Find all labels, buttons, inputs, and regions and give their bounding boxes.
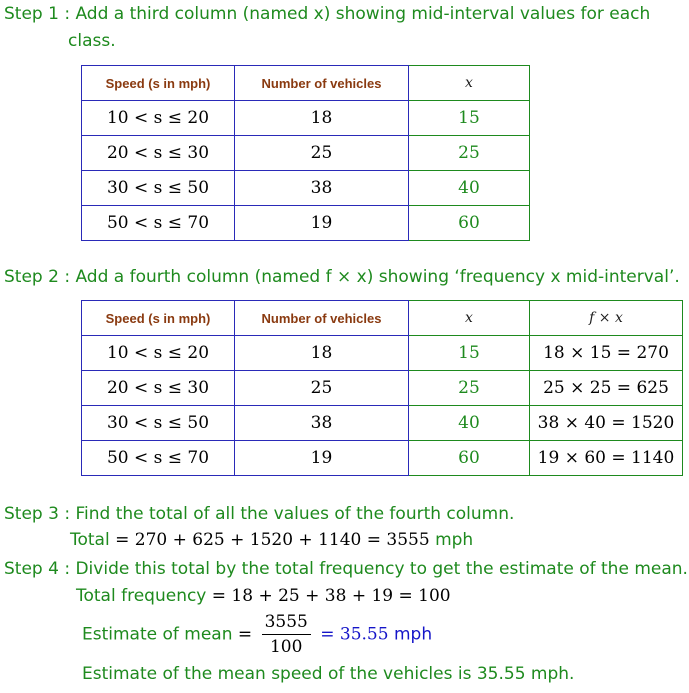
table-row xyxy=(82,371,683,406)
cell-speed: 20 < s ≤ 30 xyxy=(82,136,235,171)
mean-label: Estimate of mean xyxy=(82,624,233,645)
header-x: x xyxy=(409,66,530,101)
frequency-label: Total frequency xyxy=(76,586,207,606)
mean-unit: mph xyxy=(393,624,433,645)
mean-fraction xyxy=(262,612,311,657)
table-1 xyxy=(81,65,530,241)
header-vehicles: Number of vehicles xyxy=(235,66,409,101)
cell-count: 18 xyxy=(235,336,409,371)
cell-count: 18 xyxy=(235,101,409,136)
frequency-expression: = 18 + 25 + 38 + 19 = 100 xyxy=(211,586,451,606)
step4-line xyxy=(4,559,688,579)
step3-line xyxy=(4,504,514,524)
cell-fx: 18 × 15 = 270 xyxy=(530,336,683,371)
table-row xyxy=(82,336,683,371)
step3-total-line xyxy=(70,530,473,550)
total-label: Total xyxy=(70,530,110,550)
cell-speed: 30 < s ≤ 50 xyxy=(82,406,235,441)
step3-text: Find the total of all the values of the fourth column. xyxy=(75,504,515,524)
cell-speed: 20 < s ≤ 30 xyxy=(82,371,235,406)
cell-x: 60 xyxy=(409,441,530,476)
step1-text: Add a third column (named x) showing mid-interval values for each xyxy=(75,4,651,24)
cell-count: 38 xyxy=(235,171,409,206)
cell-speed: 50 < s ≤ 70 xyxy=(82,441,235,476)
cell-x: 40 xyxy=(409,171,530,206)
step4-frequency-line xyxy=(76,586,451,606)
cell-x: 25 xyxy=(409,136,530,171)
cell-count: 19 xyxy=(235,441,409,476)
cell-speed: 30 < s ≤ 50 xyxy=(82,171,235,206)
step2-line xyxy=(4,267,680,287)
cell-fx: 38 × 40 = 1520 xyxy=(530,406,683,441)
mean-equals: = xyxy=(237,624,253,645)
table-row xyxy=(82,441,683,476)
step2-text: Add a fourth column (named f × x) showing ‘frequency x mid-interval’. xyxy=(75,267,680,287)
mean-value: = 35.55 xyxy=(320,624,389,645)
cell-count: 25 xyxy=(235,371,409,406)
header-x: x xyxy=(409,301,530,336)
cell-fx: 25 × 25 = 625 xyxy=(530,371,683,406)
cell-speed: 50 < s ≤ 70 xyxy=(82,206,235,241)
cell-speed: 10 < s ≤ 20 xyxy=(82,101,235,136)
step1-line1 xyxy=(4,4,650,24)
step4-text: Divide this total by the total frequency to get the estimate of the mean. xyxy=(75,559,688,579)
table-2-header-row xyxy=(82,301,683,336)
cell-speed: 10 < s ≤ 20 xyxy=(82,336,235,371)
fraction-numerator: 3555 xyxy=(262,612,311,635)
table-1-header-row xyxy=(82,66,530,101)
step3-label: Step 3 : xyxy=(4,504,71,524)
step4-conclusion: Estimate of the mean speed of the vehicles is 35.55 mph. xyxy=(82,664,575,684)
table-row xyxy=(82,136,530,171)
step1-label: Step 1 : xyxy=(4,4,71,24)
cell-count: 38 xyxy=(235,406,409,441)
table-2 xyxy=(81,300,683,476)
total-unit: mph xyxy=(435,530,474,550)
cell-count: 25 xyxy=(235,136,409,171)
step4-label: Step 4 : xyxy=(4,559,71,579)
cell-fx: 19 × 60 = 1140 xyxy=(530,441,683,476)
header-vehicles: Number of vehicles xyxy=(235,301,409,336)
step1-line2: class. xyxy=(68,31,116,51)
cell-x: 25 xyxy=(409,371,530,406)
cell-x: 15 xyxy=(409,101,530,136)
cell-x: 40 xyxy=(409,406,530,441)
header-fx: f × x xyxy=(530,301,683,336)
header-speed: Speed (s in mph) xyxy=(82,66,235,101)
header-speed: Speed (s in mph) xyxy=(82,301,235,336)
table-row xyxy=(82,171,530,206)
step4-mean-line xyxy=(82,612,432,657)
cell-x: 60 xyxy=(409,206,530,241)
table-row xyxy=(82,101,530,136)
table-row xyxy=(82,206,530,241)
table-row xyxy=(82,406,683,441)
fraction-denominator: 100 xyxy=(269,637,303,657)
total-expression: = 270 + 625 + 1520 + 1140 = 3555 xyxy=(115,530,430,550)
cell-x: 15 xyxy=(409,336,530,371)
cell-count: 19 xyxy=(235,206,409,241)
step2-label: Step 2 : xyxy=(4,267,71,287)
